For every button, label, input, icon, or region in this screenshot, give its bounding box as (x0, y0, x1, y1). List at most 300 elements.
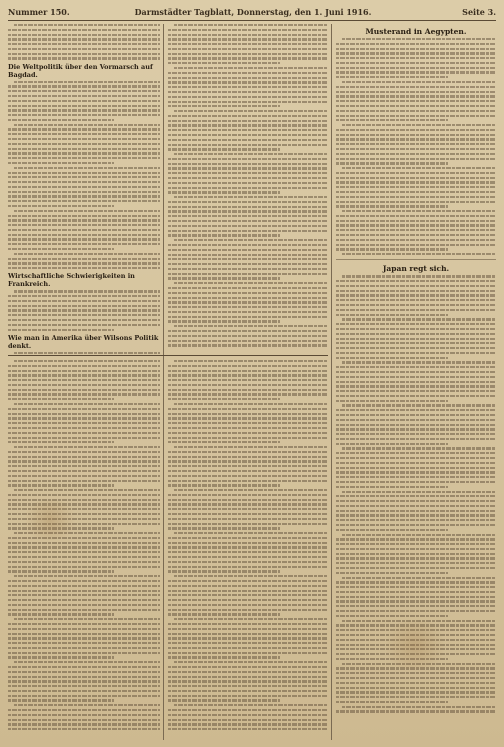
text-line (168, 210, 328, 212)
text-line (8, 556, 160, 558)
text-line (8, 417, 160, 419)
text-line (174, 360, 328, 362)
text-line (14, 575, 160, 577)
text-line (8, 656, 114, 658)
text-line (336, 294, 496, 296)
text-line (168, 451, 328, 453)
text-line (8, 594, 160, 596)
text-line (168, 182, 328, 184)
text-line (336, 239, 496, 241)
text-line (168, 215, 328, 217)
text-line (168, 91, 328, 93)
text-line (336, 148, 496, 150)
text-line (8, 451, 160, 453)
text-line (8, 546, 160, 548)
text-line (174, 489, 328, 491)
text-line (168, 263, 328, 265)
text-line (168, 374, 328, 376)
text-line (336, 419, 496, 421)
text-line (8, 370, 160, 372)
text-line (8, 719, 160, 721)
text-line (168, 234, 280, 236)
text-line (168, 306, 328, 308)
text-line (8, 561, 160, 563)
text-line (336, 162, 448, 164)
text-line (168, 201, 328, 203)
text-line (8, 38, 160, 40)
text-line (8, 723, 160, 725)
text-line (168, 680, 328, 682)
text-line (14, 489, 160, 491)
text-line (168, 268, 328, 270)
text-line (8, 637, 160, 639)
text-line (336, 357, 448, 359)
text-line (336, 414, 496, 416)
text-line (8, 205, 114, 207)
text-line (8, 262, 160, 264)
text-line (168, 144, 328, 146)
text-line (168, 379, 328, 381)
text-line (336, 615, 448, 617)
text-line (336, 438, 496, 440)
text-line (336, 196, 496, 198)
page-header (8, 6, 496, 21)
text-line (168, 561, 328, 563)
text-line (342, 210, 496, 212)
text-line (174, 24, 328, 26)
text-line (168, 225, 328, 227)
text-line (336, 215, 496, 217)
text-line (336, 57, 496, 59)
text-line (8, 324, 160, 326)
text-line (8, 295, 160, 297)
text-line (336, 591, 496, 593)
text-line (168, 335, 328, 337)
column-rule (331, 24, 332, 740)
text-line (336, 338, 496, 340)
text-line (168, 690, 328, 692)
text-line (8, 305, 160, 307)
text-line (8, 465, 160, 467)
text-line (8, 628, 160, 630)
text-line (336, 100, 496, 102)
text-line (336, 567, 496, 569)
text-line (168, 187, 328, 189)
text-line (336, 105, 496, 107)
text-line (336, 95, 496, 97)
text-line (8, 148, 160, 150)
text-line (336, 314, 448, 316)
text-line (8, 85, 160, 87)
text-line (168, 206, 328, 208)
text-line (168, 148, 280, 150)
text-line (342, 124, 496, 126)
article-text (168, 360, 328, 730)
text-line (336, 677, 496, 679)
text-line (168, 685, 328, 687)
text-line (8, 427, 160, 429)
text-line (168, 470, 328, 472)
text-line (336, 67, 496, 69)
text-line (174, 532, 328, 534)
feuilleton-column-1 (8, 360, 160, 740)
text-line (168, 72, 328, 74)
text-line (8, 157, 160, 159)
text-line (336, 328, 496, 330)
text-line (168, 604, 328, 606)
text-line (336, 181, 496, 183)
masthead-date: Darmstädter Tagblatt, Donnerstag, den 1. Juni 1916. (134, 7, 372, 17)
text-line (168, 129, 328, 131)
text-line (8, 267, 160, 269)
text-line (336, 366, 496, 368)
text-line (8, 671, 160, 673)
text-line (168, 29, 328, 31)
text-line (336, 682, 496, 684)
text-line (168, 34, 328, 36)
text-line (8, 432, 160, 434)
article-text (8, 290, 160, 330)
text-line (336, 701, 448, 703)
text-line (336, 115, 496, 117)
feuilleton-column-2 (168, 360, 328, 740)
text-line (8, 441, 114, 443)
text-line (8, 408, 160, 410)
text-line (336, 481, 496, 483)
text-line (342, 361, 496, 363)
text-line (168, 344, 328, 346)
text-line (336, 134, 496, 136)
text-line (174, 110, 328, 112)
text-line (8, 460, 160, 462)
text-line (8, 537, 160, 539)
text-line (168, 413, 328, 415)
text-line (168, 48, 328, 50)
text-line (168, 570, 280, 572)
article-text (8, 360, 160, 730)
text-line (168, 167, 328, 169)
text-line (8, 300, 160, 302)
text-line (336, 586, 496, 588)
text-line (336, 428, 496, 430)
text-line (336, 457, 496, 459)
text-line (336, 234, 496, 236)
text-line (14, 403, 160, 405)
text-line (8, 580, 160, 582)
text-line (168, 124, 328, 126)
text-line (174, 403, 328, 405)
text-line (168, 220, 328, 222)
headline-japan: Japan regt sich. (382, 264, 450, 274)
text-line (336, 280, 496, 282)
text-line (336, 177, 496, 179)
text-line (168, 177, 328, 179)
text-line (336, 510, 496, 512)
text-line (336, 529, 448, 531)
text-line (336, 381, 496, 383)
text-line (168, 101, 328, 103)
text-line (336, 467, 496, 469)
column-2-top (168, 24, 328, 354)
text-line (8, 690, 160, 692)
text-line (174, 575, 328, 577)
text-line (14, 360, 160, 362)
paper-stain (20, 500, 80, 540)
text-line (168, 81, 328, 83)
text-line (168, 594, 328, 596)
text-line (8, 475, 160, 477)
text-line (8, 186, 160, 188)
text-line (168, 105, 280, 107)
text-line (8, 95, 160, 97)
text-line (336, 581, 496, 583)
text-line (8, 393, 160, 395)
text-line (168, 230, 328, 232)
text-line (336, 224, 496, 226)
text-line (8, 699, 114, 701)
text-line (336, 543, 496, 545)
text-line (336, 409, 496, 411)
text-line (8, 456, 160, 458)
text-line (336, 395, 496, 397)
headline-wilson: Wie man in Amerika über Wilsons Politik denkt. (8, 333, 159, 350)
text-line (336, 486, 448, 488)
text-line (168, 62, 280, 64)
text-line (336, 186, 496, 188)
text-line (336, 43, 496, 45)
divider (336, 259, 496, 260)
text-line (174, 661, 328, 663)
text-line (168, 623, 328, 625)
article-text (8, 352, 160, 354)
text-line (14, 81, 160, 83)
text-line (336, 347, 496, 349)
text-line (336, 71, 496, 73)
text-line (14, 661, 160, 663)
text-line (168, 460, 328, 462)
article-text (8, 81, 160, 270)
text-line (168, 666, 328, 668)
text-line (168, 384, 328, 386)
text-line (336, 143, 496, 145)
text-line (336, 86, 496, 88)
text-line (342, 38, 496, 40)
text-line (168, 671, 328, 673)
text-line (168, 728, 328, 730)
text-line (8, 685, 160, 687)
text-line (168, 389, 328, 391)
text-line (168, 656, 280, 658)
text-line (8, 422, 160, 424)
text-line (14, 352, 160, 354)
text-line (8, 676, 160, 678)
text-line (8, 647, 160, 649)
text-line (336, 553, 496, 555)
text-line (8, 48, 160, 50)
text-line (336, 385, 496, 387)
text-line (336, 710, 496, 712)
text-line (168, 441, 280, 443)
text-line (8, 224, 160, 226)
text-line (8, 43, 160, 45)
text-line (168, 432, 328, 434)
text-line (168, 527, 280, 529)
text-line (336, 605, 496, 607)
text-line (168, 287, 328, 289)
page-number: Seite 3. (462, 7, 496, 17)
text-line (168, 508, 328, 510)
text-line (336, 333, 496, 335)
text-line (8, 176, 160, 178)
text-line (8, 590, 160, 592)
text-line (8, 248, 114, 250)
text-line (174, 325, 328, 327)
text-line (336, 191, 496, 193)
text-line (168, 523, 328, 525)
text-line (8, 152, 160, 154)
text-line (336, 572, 448, 574)
text-line (14, 618, 160, 620)
text-line (8, 309, 160, 311)
text-line (8, 599, 160, 601)
text-line (8, 133, 160, 135)
text-line (168, 43, 328, 45)
text-line (168, 518, 328, 520)
text-line (168, 537, 328, 539)
text-line (168, 613, 280, 615)
text-line (168, 330, 328, 332)
text-line (8, 633, 160, 635)
text-line (168, 484, 280, 486)
text-line (168, 513, 328, 515)
text-line (8, 652, 160, 654)
text-line (8, 200, 160, 202)
text-line (342, 706, 496, 708)
text-line (8, 219, 160, 221)
text-line (342, 447, 496, 449)
text-line (336, 495, 496, 497)
text-line (336, 299, 496, 301)
text-line (8, 709, 160, 711)
text-line (168, 642, 328, 644)
text-line (8, 114, 160, 116)
text-line (336, 229, 496, 231)
text-line (336, 205, 448, 207)
text-line (168, 628, 328, 630)
text-line (336, 153, 496, 155)
text-line (14, 290, 160, 292)
text-line (168, 719, 328, 721)
text-line (336, 452, 496, 454)
text-line (168, 53, 328, 55)
text-line (336, 48, 496, 50)
text-line (8, 542, 160, 544)
text-line (8, 680, 160, 682)
text-line (336, 476, 496, 478)
text-line (8, 143, 160, 145)
text-line (8, 319, 160, 321)
text-line (8, 666, 160, 668)
article-text (336, 38, 496, 255)
text-line (168, 297, 328, 299)
text-line (8, 437, 160, 439)
text-line (8, 384, 160, 386)
text-line (8, 138, 160, 140)
text-line (336, 76, 448, 78)
text-line (8, 604, 160, 606)
text-line (168, 695, 328, 697)
text-line (342, 404, 496, 406)
text-line (336, 443, 448, 445)
text-line (8, 374, 160, 376)
text-line (8, 238, 160, 240)
text-line (336, 696, 496, 698)
text-line (168, 244, 328, 246)
text-line (168, 311, 328, 313)
text-line (168, 499, 328, 501)
text-line (168, 134, 328, 136)
column-rule (163, 24, 164, 740)
text-line (174, 153, 328, 155)
text-line (8, 258, 160, 260)
text-line (336, 538, 496, 540)
column-1-top (8, 24, 160, 354)
text-line (336, 201, 496, 203)
text-line (342, 577, 496, 579)
text-line (8, 329, 114, 331)
text-line (336, 52, 496, 54)
text-line (168, 158, 328, 160)
text-line (174, 618, 328, 620)
text-line (336, 309, 496, 311)
text-line (168, 86, 328, 88)
text-line (14, 253, 160, 255)
text-line (168, 647, 328, 649)
text-line (168, 494, 328, 496)
text-line (8, 609, 160, 611)
text-line (8, 413, 160, 415)
text-line (168, 590, 328, 592)
text-line (342, 275, 496, 277)
text-line (8, 314, 160, 316)
text-line (168, 456, 328, 458)
text-line (336, 129, 496, 131)
text-line (168, 480, 328, 482)
text-line (336, 91, 496, 93)
text-line (14, 24, 160, 26)
text-line (168, 301, 328, 303)
text-line (8, 29, 160, 31)
text-line (168, 551, 328, 553)
headline-aegypten: Musterand in Aegypten. (365, 27, 467, 36)
text-line (168, 652, 328, 654)
text-line (8, 551, 160, 553)
text-line (168, 599, 328, 601)
text-line (8, 229, 160, 231)
text-line (336, 514, 496, 516)
text-line (8, 53, 160, 55)
text-line (168, 139, 328, 141)
text-line (336, 244, 496, 246)
text-line (8, 494, 160, 496)
text-line (8, 695, 160, 697)
text-line (342, 253, 496, 255)
text-line (168, 340, 328, 342)
text-line (168, 254, 328, 256)
text-line (336, 424, 496, 426)
text-line (168, 120, 328, 122)
issue-number: Nummer 150. (8, 7, 70, 17)
